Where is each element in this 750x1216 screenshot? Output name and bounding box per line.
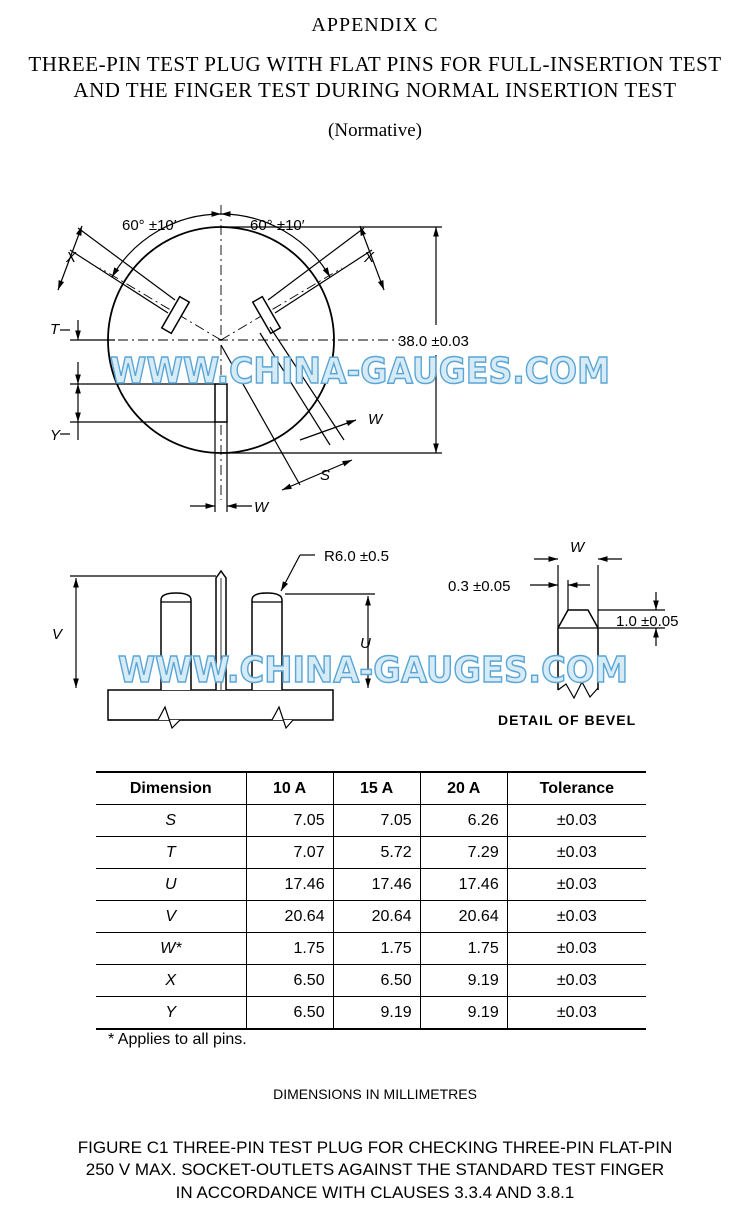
tolerance-cell: ±0.03 [507,805,646,837]
angle-left-label: 60° ±10′ [122,217,177,234]
value-cell: 7.07 [246,837,333,869]
normative-label: (Normative) [328,120,422,141]
header-15a: 15 A [333,772,420,805]
value-cell: 9.19 [333,997,420,1030]
value-cell: 20.64 [333,901,420,933]
value-cell: 17.46 [420,869,507,901]
table-row [96,869,646,901]
dimension-cell: T [96,837,246,869]
table-row [96,933,646,965]
bevel-0.3-label: 0.3 ±0.05 [448,578,511,595]
title-line-2: AND THE FINGER TEST DURING NORMAL INSERTION TEST [73,78,677,102]
dimension-cell: Y [96,997,246,1030]
value-cell: 9.19 [420,965,507,997]
value-cell: 17.46 [333,869,420,901]
dim-y-label: Y [50,427,61,444]
dimension-cell: S [96,805,246,837]
value-cell: 6.50 [333,965,420,997]
figure-caption-line-1: FIGURE C1 THREE-PIN TEST PLUG FOR CHECKING THREE-PIN FLAT-PIN [77,1138,673,1157]
tolerance-cell: ±0.03 [507,837,646,869]
detail-of-bevel-caption: DETAIL OF BEVEL [498,712,637,728]
appendix-heading: APPENDIX C [311,14,439,36]
diameter-label: 38.0 ±0.03 [398,333,469,350]
radius-label: R6.0 ±0.5 [324,548,389,565]
dim-u-label: U [360,635,371,652]
value-cell: 6.50 [246,965,333,997]
value-cell: 9.19 [420,997,507,1030]
bevel-1.0-label: 1.0 ±0.05 [616,613,679,630]
dimensions-table [96,771,646,1030]
figure-caption-line-2: 250 V MAX. SOCKET-OUTLETS AGAINST THE STANDARD TEST FINGER [85,1160,665,1179]
footnote: * Applies to all pins. [108,1031,247,1048]
header-20a: 20 A [420,772,507,805]
units-note: DIMENSIONS IN MILLIMETRES [273,1086,477,1102]
dimension-cell: U [96,869,246,901]
header-10a: 10 A [246,772,333,805]
line-pin-face [162,297,190,334]
neutral-pin-face [253,297,281,334]
tolerance-cell: ±0.03 [507,869,646,901]
title-line-1: THREE-PIN TEST PLUG WITH FLAT PINS FOR FULL-INSERTION TEST [28,52,722,76]
dim-s-label: S [320,467,331,484]
dim-t-label: T [50,321,60,338]
watermark-bottom: WWW.CHINA-GAUGES.COM [118,650,628,691]
table-row [96,901,646,933]
dimension-cell: W* [96,933,246,965]
dim-x-right-label: X [364,249,375,266]
value-cell: 6.50 [246,997,333,1030]
dim-w-right-label: W [368,411,383,428]
table-row [96,837,646,869]
header-tolerance: Tolerance [507,772,646,805]
value-cell: 1.75 [333,933,420,965]
table-row [96,965,646,997]
value-cell: 20.64 [420,901,507,933]
header-dimension: Dimension [96,772,246,805]
tolerance-cell: ±0.03 [507,965,646,997]
dim-w-bottom-label: W [254,499,269,516]
dim-x-left-label: X [66,249,77,266]
watermark-top: WWW.CHINA-GAUGES.COM [110,351,610,392]
table-row [96,997,646,1030]
value-cell: 1.75 [246,933,333,965]
dim-v-label: V [52,626,63,643]
angle-right-label: 60° ±10′ [250,217,305,234]
bevel-w-label: W [570,539,585,556]
value-cell: 7.05 [333,805,420,837]
tolerance-cell: ±0.03 [507,997,646,1030]
figure-caption-line-3: IN ACCORDANCE WITH CLAUSES 3.3.4 AND 3.8.1 [175,1183,575,1202]
tolerance-cell: ±0.03 [507,901,646,933]
value-cell: 20.64 [246,901,333,933]
value-cell: 5.72 [333,837,420,869]
value-cell: 17.46 [246,869,333,901]
value-cell: 1.75 [420,933,507,965]
dimension-cell: X [96,965,246,997]
value-cell: 6.26 [420,805,507,837]
tolerance-cell: ±0.03 [507,933,646,965]
value-cell: 7.29 [420,837,507,869]
table-row [96,805,646,837]
dimension-cell: V [96,901,246,933]
value-cell: 7.05 [246,805,333,837]
table-header-row [96,772,646,805]
